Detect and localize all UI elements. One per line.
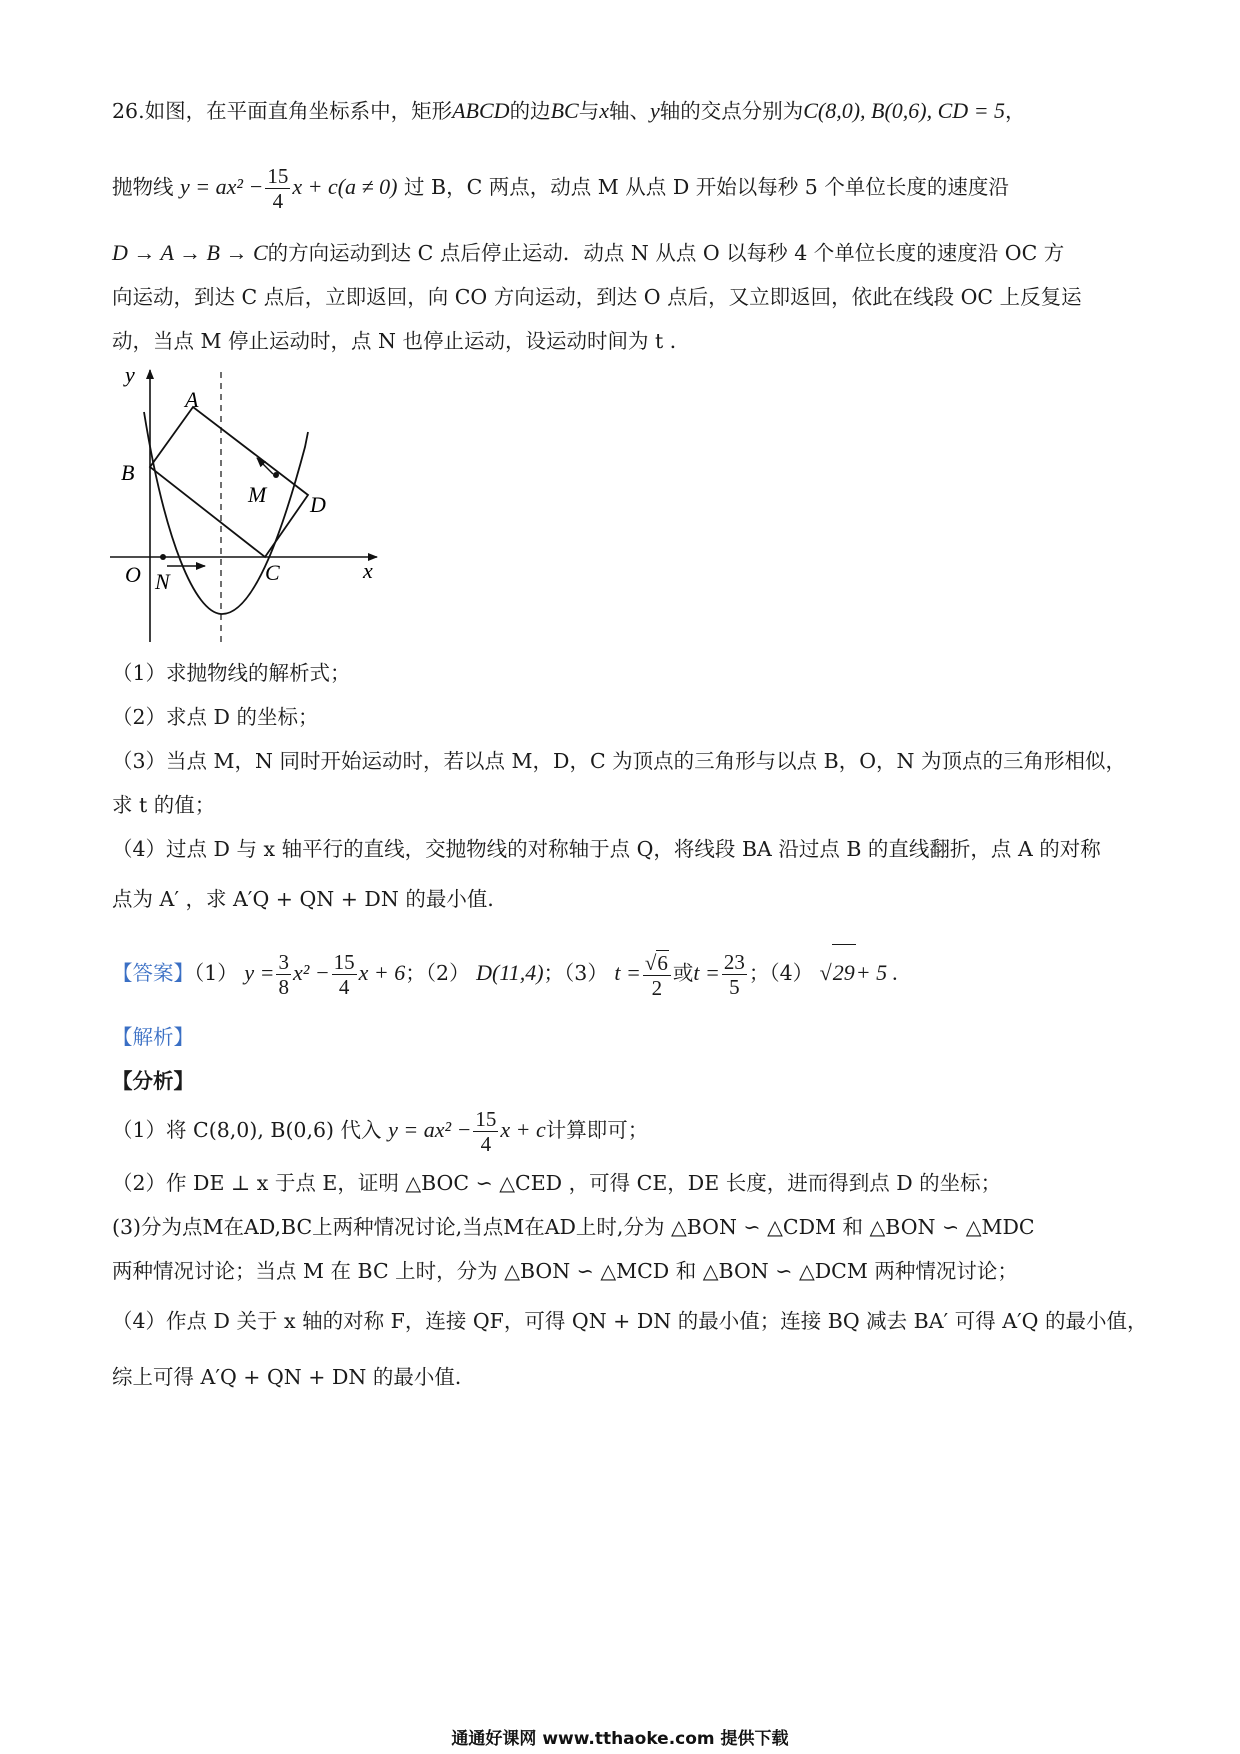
analysis-step-4-cont bbox=[112, 1364, 1132, 1390]
fraction-denominator: 4 bbox=[272, 189, 284, 213]
analysis-step-2 bbox=[112, 1170, 1132, 1196]
geometry-figure bbox=[105, 362, 395, 652]
text: （1） bbox=[194, 961, 238, 985]
text: （4）过点 D 与 x 轴平行的直线，交抛物线的对称轴于点 Q，将线段 BA 沿过点 B 的直线翻折，点 A 的对称 bbox=[112, 837, 1101, 861]
fraction-denominator: 4 bbox=[480, 1132, 492, 1156]
var-x: x bbox=[599, 98, 609, 123]
problem-line-4 bbox=[112, 284, 1132, 310]
question-4 bbox=[112, 836, 1132, 862]
math: √29 bbox=[820, 960, 856, 985]
math: t = bbox=[693, 960, 720, 985]
text: （1）求抛物线的解析式； bbox=[112, 661, 351, 685]
fraction bbox=[332, 950, 357, 999]
text: （2）作 DE ⊥ x 于点 E，证明 △BOC ∽ △CED ，可得 CE，DE 长度，进而得到点 D 的坐标； bbox=[112, 1171, 1002, 1195]
text: (3)分为点M在AD,BC上两种情况讨论,当点M在AD上时,分为 △BON ∽ △CDM 和 △BON ∽ △MDC bbox=[112, 1215, 1035, 1239]
math: + 5 . bbox=[855, 960, 899, 985]
segment-bc: BC bbox=[550, 98, 579, 123]
point-n bbox=[160, 554, 166, 560]
label-b: B bbox=[121, 460, 135, 485]
fraction-numerator: 15 bbox=[333, 950, 355, 974]
motion-path: D → A → B → C bbox=[112, 240, 268, 265]
answer-line bbox=[112, 944, 1132, 1001]
fraction bbox=[265, 164, 290, 213]
footer-source: 通通好课网 www.tthaoke.com 提供下载 bbox=[451, 1729, 789, 1749]
label-y: y bbox=[125, 362, 135, 387]
problem-line-5 bbox=[112, 328, 1132, 354]
text: 计算即可； bbox=[545, 1118, 649, 1142]
label-a: A bbox=[185, 387, 199, 412]
fraction-numerator: 3 bbox=[278, 950, 289, 974]
fraction-numerator: 15 bbox=[475, 1107, 497, 1131]
fraction bbox=[473, 1107, 498, 1156]
fraction-denominator: 5 bbox=[729, 975, 740, 999]
given-points: C(8,0), B(0,6), CD = 5 bbox=[803, 98, 1006, 123]
text: 的方向运动到达 C 点后停止运动．动点 N 从点 O 以每秒 4 个单位长度的速度沿 OC 方 bbox=[267, 241, 1065, 265]
text: 轴的交点分别为 bbox=[659, 99, 804, 123]
analysis-step-4 bbox=[112, 1308, 1148, 1334]
text: 26.如图，在平面直角坐标系中，矩形 bbox=[112, 99, 453, 123]
question-3 bbox=[112, 748, 1132, 774]
label-x: x bbox=[363, 558, 373, 583]
fraction-numerator: √6 bbox=[643, 950, 671, 976]
math: x + 6 bbox=[358, 960, 406, 985]
fraction bbox=[722, 950, 747, 999]
fraction-denominator: 2 bbox=[651, 975, 663, 1000]
fraction bbox=[276, 950, 291, 999]
analysis-step-3-cont bbox=[112, 1258, 1132, 1284]
label-o: O bbox=[125, 562, 141, 587]
radicand: 29 bbox=[832, 944, 856, 1001]
question-4-cont bbox=[112, 886, 1132, 912]
fraction-numerator: 15 bbox=[267, 164, 289, 188]
text: 两种情况讨论；当点 M 在 BC 上时，分为 △BON ∽ △MCD 和 △BON ∽ △DCM 两种情况讨论； bbox=[112, 1259, 1018, 1283]
text: 动，当点 M 停止运动时，点 N 也停止运动，设运动时间为 t ． bbox=[112, 329, 691, 353]
problem-line-2 bbox=[112, 160, 1132, 214]
math: x² − bbox=[292, 960, 330, 985]
radicand: 6 bbox=[657, 950, 668, 975]
question-2 bbox=[112, 704, 1132, 730]
problem-line-3 bbox=[112, 240, 1132, 266]
text: ， bbox=[1005, 99, 1026, 123]
parabola-rhs: x + c(a ≠ 0) bbox=[292, 174, 398, 199]
fraction bbox=[643, 950, 671, 1000]
analysis-tag bbox=[112, 1024, 1132, 1050]
var-y: y bbox=[649, 98, 660, 123]
rectangle-abcd bbox=[150, 407, 308, 557]
point-m bbox=[273, 472, 279, 478]
text: 或 bbox=[672, 961, 694, 985]
parabola-lhs: y = ax² − bbox=[180, 174, 264, 199]
text: 求 t 的值； bbox=[112, 793, 216, 817]
analysis-step-3 bbox=[112, 1214, 1132, 1240]
answer-tag: 【答案】 bbox=[112, 961, 194, 985]
text: ；（4） bbox=[748, 961, 814, 985]
question-1 bbox=[112, 660, 1132, 686]
fenxi-tag bbox=[112, 1068, 1132, 1094]
analysis-step-1 bbox=[112, 1102, 1132, 1158]
text: 综上可得 A′Q + QN + DN 的最小值． bbox=[112, 1365, 476, 1389]
text: 的边 bbox=[509, 99, 551, 123]
question-3-cont bbox=[112, 792, 1132, 818]
text: 与 bbox=[578, 99, 600, 123]
text: （4）作点 D 关于 x 轴的对称 F，连接 QF，可得 QN + DN 的最小值；连接 BQ 减去 BA′ 可得 A′Q 的最小值， bbox=[112, 1309, 1148, 1333]
text: （1）将 C(8,0), B(0,6) 代入 bbox=[112, 1118, 382, 1142]
text: 抛物线 bbox=[112, 175, 174, 199]
math: D(11,4) bbox=[476, 960, 544, 985]
math: y = bbox=[244, 960, 275, 985]
math: y = ax² − bbox=[388, 1117, 472, 1142]
text: 向运动，到达 C 点后，立即返回，向 CO 方向运动，到达 O 点后，又立即返回，依此在线段 OC 上反复运 bbox=[112, 285, 1082, 309]
label-m: M bbox=[248, 482, 267, 507]
text: 点为 A′ ，求 A′Q + QN + DN 的最小值． bbox=[112, 887, 508, 911]
text: 轴、 bbox=[608, 99, 650, 123]
fraction-numerator: 23 bbox=[723, 950, 745, 974]
label-n: N bbox=[155, 569, 170, 594]
text: ；（2） bbox=[405, 961, 470, 985]
rect-name: ABCD bbox=[452, 98, 510, 123]
text: （3）当点 M，N 同时开始运动时，若以点 M，D，C 为顶点的三角形与以点 B，O，N 为顶点的三角形相似， bbox=[112, 749, 1126, 773]
math: t = bbox=[614, 960, 641, 985]
label-c: C bbox=[265, 560, 280, 585]
analysis-tag-text: 【解析】 bbox=[112, 1025, 194, 1049]
problem-line-1 bbox=[112, 98, 1132, 124]
label-d: D bbox=[310, 492, 326, 517]
text: 【分析】 bbox=[112, 1069, 194, 1093]
text: （2）求点 D 的坐标； bbox=[112, 705, 319, 729]
math: x + c bbox=[500, 1117, 546, 1142]
fraction-denominator: 8 bbox=[278, 975, 289, 999]
text: ；（3） bbox=[543, 961, 608, 985]
fraction-denominator: 4 bbox=[338, 975, 350, 999]
text: 过 B，C 两点，动点 M 从点 D 开始以每秒 5 个单位长度的速度沿 bbox=[404, 175, 1009, 199]
